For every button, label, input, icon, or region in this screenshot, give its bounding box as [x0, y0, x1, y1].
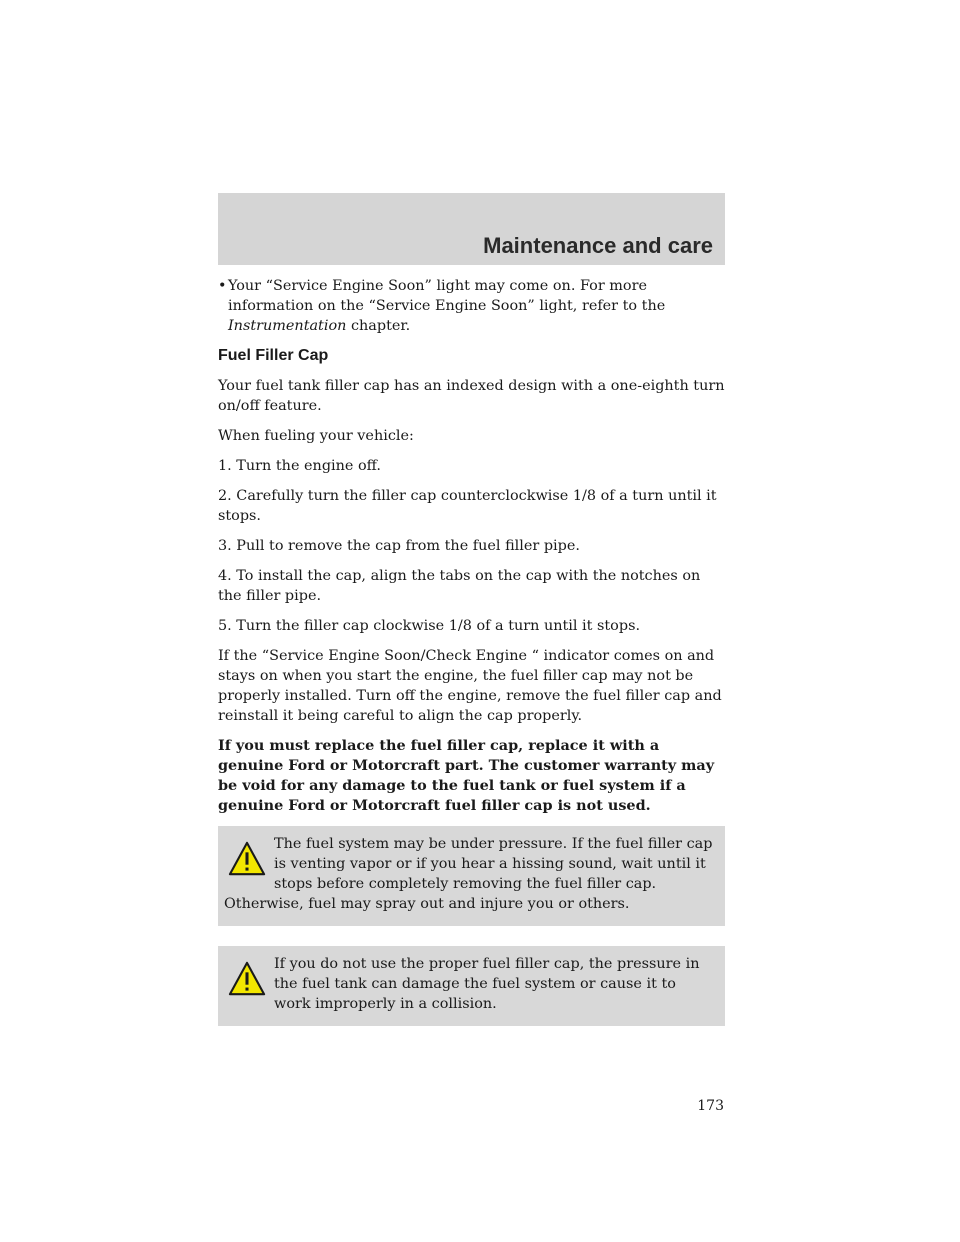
- bullet-text-start: Your “Service Engine Soon” light may come on. For more information on the “Service Engine Soon” light, refer to the: [228, 278, 666, 314]
- paragraph: Your fuel tank filler cap has an indexed design with a one-eighth turn on/off feature.: [218, 378, 725, 414]
- warning-triangle-icon: [228, 840, 266, 878]
- step-item: 4. To install the cap, align the tabs on the cap with the notches on the filler pipe.: [218, 568, 701, 604]
- step-item: 5. Turn the filler cap clockwise 1/8 of a turn until it stops.: [218, 618, 641, 634]
- paragraph: When fueling your vehicle:: [218, 428, 414, 444]
- step-item: 2. Carefully turn the filler cap counterclockwise 1/8 of a turn until it stops.: [218, 488, 717, 524]
- bold-notice: If you must replace the fuel filler cap, replace it with a genuine Ford or Motorcraft part. The customer warranty may be void for any damage to the fuel tank or fuel system if a genuine Ford or Motorcraft fuel filler cap is not used.: [218, 737, 715, 814]
- bullet-text: [228, 276, 725, 336]
- warning-triangle-icon: [228, 960, 266, 998]
- warning-text: The fuel system may be under pressure. If the fuel filler cap is venting vapor or if you hear a hissing sound, wait until it stops before completely removing the fuel filler cap. Otherwise, fuel may spray out and injure you or others.: [224, 836, 713, 912]
- chapter-header: [218, 193, 725, 265]
- warning-box: [218, 946, 725, 1026]
- paragraph: If the “Service Engine Soon/Check Engine “ indicator comes on and stays on when you start the engine, the fuel filler cap may not be properly installed. Turn off the engine, remove the fuel filler cap and reinstall it being careful to align the cap properly.: [218, 648, 722, 724]
- bullet-text-end: chapter.: [346, 318, 411, 334]
- bullet-item: [218, 276, 725, 336]
- warning-box: [218, 826, 725, 926]
- step-item: 1. Turn the engine off.: [218, 458, 381, 474]
- section-heading: Fuel Filler Cap: [218, 347, 329, 364]
- page-content: [218, 276, 725, 1046]
- warning-text: If you do not use the proper fuel filler cap, the pressure in the fuel tank can damage the fuel system or cause it to work improperly in a collision.: [274, 956, 700, 1012]
- bullet-symbol: •: [218, 278, 227, 294]
- page-number: 173: [697, 1098, 724, 1114]
- chapter-reference: Instrumentation: [228, 318, 347, 334]
- chapter-title: Maintenance and care: [483, 233, 713, 258]
- step-item: 3. Pull to remove the cap from the fuel filler pipe.: [218, 538, 580, 554]
